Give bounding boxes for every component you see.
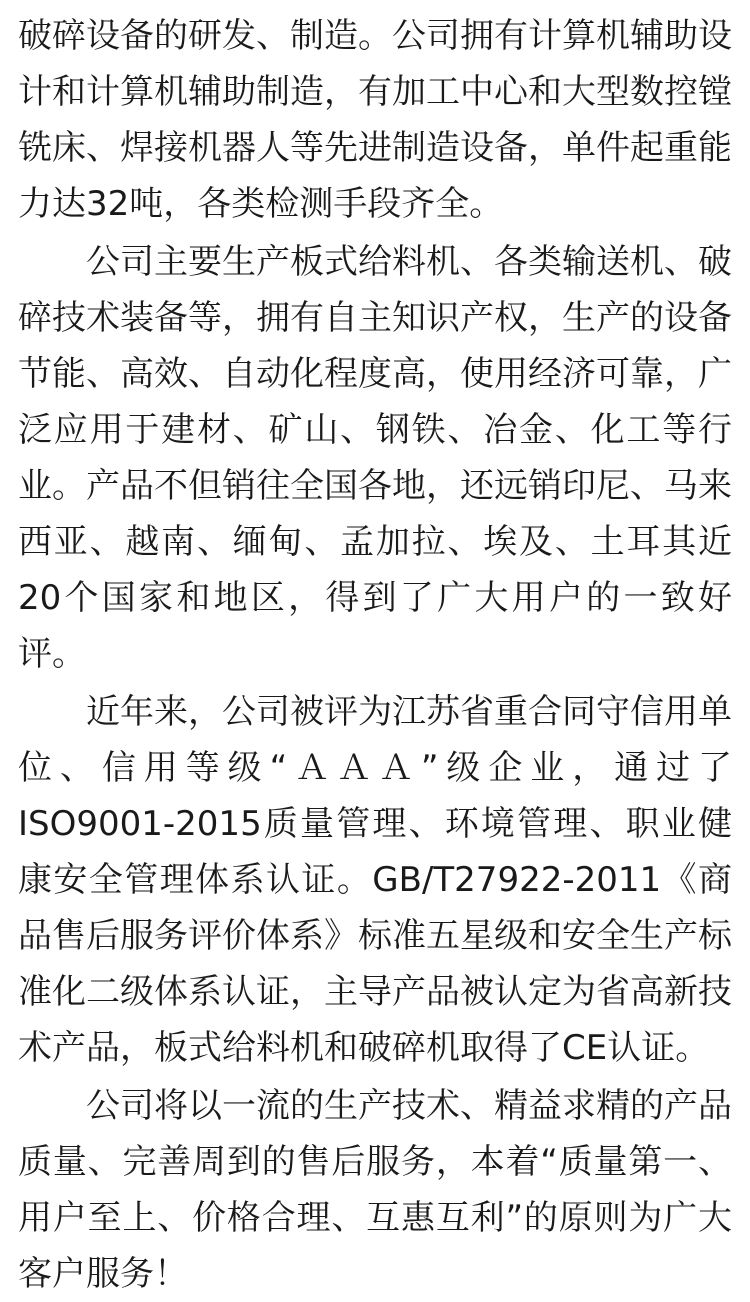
document-body bbox=[18, 8, 732, 1302]
paragraph-1: 破碎设备的研发、制造。公司拥有计算机辅助设计和计算机辅助制造，有加工中心和大型数控镗铣床、焊接机器人等先进制造设备，单件起重能力达32吨，各类检测手段齐全。 bbox=[18, 16, 732, 224]
paragraph-4: 公司将以一流的生产技术、精益求精的产品质量、完善周到的售后服务，本着“质量第一、用户至上、价格合理、互惠互利”的原则为广大客户服务！ bbox=[18, 1086, 732, 1294]
paragraph-2: 公司主要生产板式给料机、各类输送机、破碎技术装备等，拥有自主知识产权，生产的设备节能、高效、自动化程度高，使用经济可靠，广泛应用于建材、矿山、钢铁、冶金、化工等行业。产品不但销往全国各地，还远销印尼、马来西亚、越南、缅甸、孟加拉、埃及、土耳其近20个国家和地区，得到了广大用户的一致好评。 bbox=[18, 242, 732, 674]
paragraph-3: 近年来，公司被评为江苏省重合同守信用单位、信用等级“ＡＡＡ”级企业，通过了ISO9001-2015质量管理、环境管理、职业健康安全管理体系认证。GB/T27922-2011《商品售后服务评价体系》标准五星级和安全生产标准化二级体系认证，主导产品被认定为省高新技术产品，板式给料机和破碎机取得了CE认证。 bbox=[18, 692, 732, 1068]
